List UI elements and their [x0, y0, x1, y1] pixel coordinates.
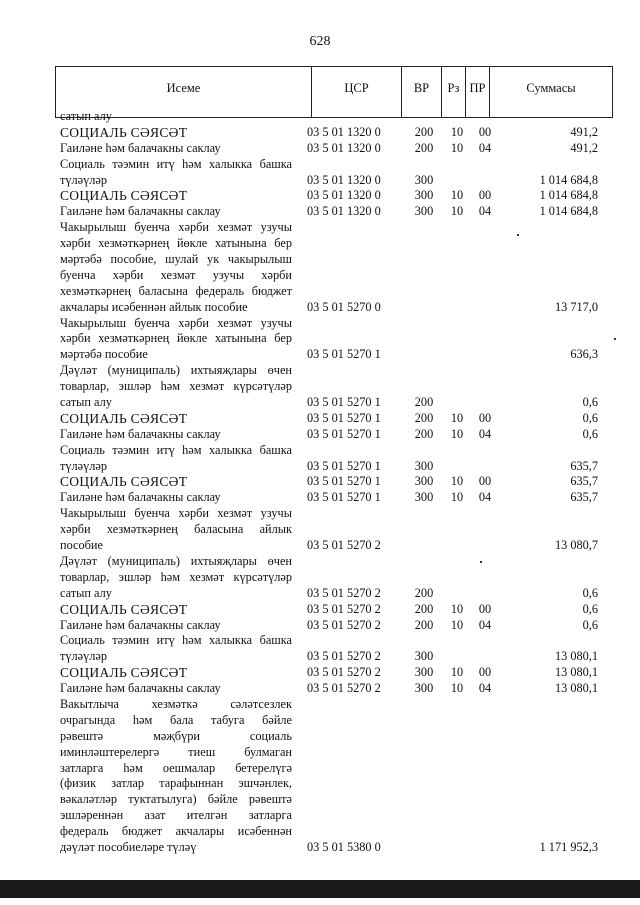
row-sum: 0,6 [582, 395, 598, 410]
row-name: хәрби хезмәткәрнең баласына айлык [60, 522, 292, 537]
row-name: түләүләр [60, 172, 108, 187]
row-name: Социаль тәэмин итү һәм халыкка башка [60, 442, 292, 457]
row-rz: 10 [450, 410, 464, 425]
header-vr: ВР [401, 67, 441, 117]
row-vr: 200 [414, 617, 434, 632]
row-sum: 1 014 684,8 [539, 188, 598, 203]
header-rz: Рз [441, 67, 465, 117]
table-row [0, 443, 640, 459]
row-rz: 10 [450, 665, 464, 680]
table-row [0, 697, 640, 713]
row-name: Вакытлыча хезмәткә сәләтсезлек [60, 696, 292, 711]
row-csr: 03 5 01 1320 0 [307, 140, 381, 155]
row-csr: 03 5 01 5270 2 [307, 681, 381, 696]
row-name: Гаиләне һәм балачакны саклау [60, 426, 221, 441]
table-row [0, 554, 640, 570]
table-row [0, 570, 640, 586]
row-vr: 200 [414, 601, 434, 616]
scan-mark [480, 561, 482, 563]
scan-border [0, 880, 640, 898]
row-csr: 03 5 01 5270 1 [307, 426, 381, 441]
row-name: Гаиләне һәм балачакны саклау [60, 204, 221, 219]
row-vr: 300 [414, 490, 434, 505]
table-body [0, 109, 640, 856]
row-csr: 03 5 01 5270 0 [307, 299, 381, 314]
row-pr: 00 [478, 601, 492, 616]
table-row [0, 649, 640, 665]
table-row [0, 681, 640, 697]
row-sum: 0,6 [582, 410, 598, 425]
row-name: сатып алу [60, 585, 112, 600]
table-row [0, 252, 640, 268]
row-name: акчалары исәбеннән айлык пособие [60, 299, 248, 314]
row-name: СОЦИАЛЬ СӘЯСӘТ [60, 601, 188, 617]
row-vr: 300 [414, 188, 434, 203]
row-csr: 03 5 01 5380 0 [307, 839, 381, 854]
row-vr: 300 [414, 665, 434, 680]
row-csr: 03 5 01 5270 1 [307, 410, 381, 425]
table-row [0, 331, 640, 347]
row-csr: 03 5 01 5270 1 [307, 458, 381, 473]
row-csr: 03 5 01 1320 0 [307, 188, 381, 203]
table-row [0, 316, 640, 332]
page-number: 628 [309, 34, 331, 49]
table-row [0, 125, 640, 141]
row-csr: 03 5 01 5270 1 [307, 490, 381, 505]
row-sum: 1 171 952,3 [539, 839, 598, 854]
row-csr: 03 5 01 1320 0 [307, 204, 381, 219]
row-sum: 491,2 [570, 124, 598, 139]
row-vr: 200 [414, 410, 434, 425]
row-name: хезмәткәрнең баласына федераль бюджет [60, 283, 292, 298]
row-name: Социаль тәэмин итү һәм халыкка башка [60, 633, 292, 648]
row-csr: 03 5 01 5270 2 [307, 617, 381, 632]
row-name: СОЦИАЛЬ СӘЯСӘТ [60, 410, 188, 426]
table-row [0, 220, 640, 236]
table-row [0, 347, 640, 363]
row-name: Дәүләт (муниципаль) ихтыяҗлары өчен [60, 363, 292, 378]
row-name: хәрби хезмәткәрнең йөкле хатынына бер [60, 331, 292, 346]
row-vr: 200 [414, 140, 434, 155]
table-row [0, 840, 640, 856]
row-name: буенча хәрби хезмәт узучы хәрби [60, 267, 292, 282]
row-pr: 00 [478, 410, 492, 425]
row-name: Гаиләне һәм балачакны саклау [60, 490, 221, 505]
row-name: затларга һәм оешмалар бетерелүгә [60, 760, 292, 775]
row-name: дәүләт пособиеләре түләү [60, 839, 197, 854]
row-pr: 04 [478, 617, 492, 632]
row-csr: 03 5 01 5270 2 [307, 665, 381, 680]
table-row [0, 776, 640, 792]
row-pr: 00 [478, 665, 492, 680]
row-pr: 00 [478, 474, 492, 489]
row-sum: 491,2 [570, 140, 598, 155]
row-csr: 03 5 01 5270 2 [307, 649, 381, 664]
row-rz: 10 [450, 426, 464, 441]
row-csr: 03 5 01 5270 1 [307, 474, 381, 489]
table-row [0, 792, 640, 808]
scan-mark [517, 234, 519, 236]
table-row [0, 459, 640, 475]
row-name: очрагында һәм бала табуга бәйле [60, 712, 292, 727]
row-vr: 300 [414, 204, 434, 219]
row-rz: 10 [450, 681, 464, 696]
row-sum: 0,6 [582, 585, 598, 600]
row-sum: 13 080,1 [554, 665, 598, 680]
table-row [0, 761, 640, 777]
row-pr: 04 [478, 490, 492, 505]
row-name: Гаиләне һәм балачакны саклау [60, 140, 221, 155]
table-row [0, 204, 640, 220]
table-row [0, 427, 640, 443]
row-name: рәвештә мәҗбүри социаль [60, 728, 292, 743]
row-pr: 00 [478, 188, 492, 203]
row-vr: 200 [414, 124, 434, 139]
header-csr: ЦСР [311, 67, 401, 117]
row-rz: 10 [450, 188, 464, 203]
row-pr: 04 [478, 681, 492, 696]
row-name: товарлар, эшләр һәм хезмәт күрсәтүләр [60, 569, 292, 584]
row-sum: 1 014 684,8 [539, 204, 598, 219]
row-vr: 300 [414, 681, 434, 696]
table-row [0, 538, 640, 554]
row-name: түләүләр [60, 458, 108, 473]
row-sum: 0,6 [582, 617, 598, 632]
row-name: Дәүләт (муниципаль) ихтыяҗлары өчен [60, 553, 292, 568]
row-csr: 03 5 01 1320 0 [307, 172, 381, 187]
row-csr: 03 5 01 5270 2 [307, 585, 381, 600]
row-name: СОЦИАЛЬ СӘЯСӘТ [60, 474, 188, 490]
row-sum: 13 080,1 [554, 681, 598, 696]
table-row [0, 618, 640, 634]
row-name: вәкаләтләр туктатылуга) бәйле рәвештә [60, 792, 292, 807]
row-sum: 635,7 [570, 490, 598, 505]
row-pr: 04 [478, 426, 492, 441]
header-sum: Суммасы [489, 67, 612, 117]
row-pr: 04 [478, 140, 492, 155]
row-sum: 0,6 [582, 601, 598, 616]
row-vr: 300 [414, 172, 434, 187]
row-rz: 10 [450, 601, 464, 616]
row-name: СОЦИАЛЬ СӘЯСӘТ [60, 665, 188, 681]
row-name: сатып алу [60, 109, 112, 123]
row-rz: 10 [450, 474, 464, 489]
row-pr: 04 [478, 204, 492, 219]
row-vr: 200 [414, 585, 434, 600]
table-row [0, 633, 640, 649]
row-name: мәртәбә пособие [60, 347, 148, 362]
table-row [0, 379, 640, 395]
row-name: Чакырылыш буенча хәрби хезмәт узучы [60, 220, 292, 235]
table-row [0, 713, 640, 729]
row-name: Гаиләне һәм балачакны саклау [60, 681, 221, 696]
table-row [0, 173, 640, 189]
table-row [0, 395, 640, 411]
row-name: СОЦИАЛЬ СӘЯСӘТ [60, 124, 188, 140]
table-row [0, 506, 640, 522]
row-csr: 03 5 01 1320 0 [307, 124, 381, 139]
row-vr: 200 [414, 426, 434, 441]
table-row [0, 268, 640, 284]
row-pr: 00 [478, 124, 492, 139]
row-name: Гаиләне һәм балачакны саклау [60, 617, 221, 632]
table-row [0, 363, 640, 379]
row-name: түләүләр [60, 649, 108, 664]
row-name: товарлар, эшләр һәм хезмәт күрсәтүләр [60, 379, 292, 394]
row-csr: 03 5 01 5270 2 [307, 601, 381, 616]
row-csr: 03 5 01 5270 2 [307, 538, 381, 553]
table-row [0, 300, 640, 316]
row-name: хәрби хезмәткәрнең йөкле хатынына бер [60, 236, 292, 251]
row-vr: 200 [414, 395, 434, 410]
row-sum: 636,3 [570, 347, 598, 362]
row-name: сатып алу [60, 395, 112, 410]
header-name: Исеме [166, 81, 201, 95]
table-row [0, 586, 640, 602]
row-sum: 635,7 [570, 474, 598, 489]
row-rz: 10 [450, 490, 464, 505]
row-sum: 13 080,1 [554, 649, 598, 664]
row-rz: 10 [450, 124, 464, 139]
row-sum: 13 080,7 [554, 538, 598, 553]
row-csr: 03 5 01 5270 1 [307, 395, 381, 410]
row-sum: 635,7 [570, 458, 598, 473]
row-name: мәртәбә пособие, шулай ук чакырылыш [60, 252, 292, 267]
row-rz: 10 [450, 204, 464, 219]
row-name: иминләштерелергә тиеш булмаган [60, 744, 292, 759]
row-name: Чакырылыш буенча хәрби хезмәт узучы [60, 315, 292, 330]
table-row [0, 824, 640, 840]
table-row [0, 490, 640, 506]
row-sum: 13 717,0 [554, 299, 598, 314]
row-vr: 300 [414, 474, 434, 489]
row-sum: 0,6 [582, 426, 598, 441]
row-name: пособие [60, 538, 103, 553]
row-name: СОЦИАЛЬ СӘЯСӘТ [60, 188, 188, 204]
table-row [0, 602, 640, 618]
row-name: (физик затлар тарафыннан эшчәнлек, [60, 776, 292, 791]
table-row [0, 474, 640, 490]
row-rz: 10 [450, 617, 464, 632]
row-vr: 300 [414, 649, 434, 664]
table-row [0, 522, 640, 538]
header-pr: ПР [465, 67, 489, 117]
row-sum: 1 014 684,8 [539, 172, 598, 187]
table-row [0, 808, 640, 824]
table-row [0, 729, 640, 745]
table-row [0, 157, 640, 173]
row-name: эшләреннән азат ителгән затларга [60, 808, 292, 823]
row-name: Социаль тәэмин итү һәм халыкка башка [60, 156, 292, 171]
row-rz: 10 [450, 140, 464, 155]
scan-mark [614, 338, 616, 340]
row-csr: 03 5 01 5270 1 [307, 347, 381, 362]
table-row [0, 141, 640, 157]
table-row [0, 665, 640, 681]
row-name: федераль бюджет акчалары исәбеннән [60, 824, 292, 839]
table-row [0, 745, 640, 761]
table-row [0, 236, 640, 252]
row-name: Чакырылыш буенча хәрби хезмәт узучы [60, 506, 292, 521]
table-row [0, 411, 640, 427]
table-row [0, 188, 640, 204]
table-row [0, 284, 640, 300]
table-row [0, 109, 640, 125]
row-vr: 300 [414, 458, 434, 473]
